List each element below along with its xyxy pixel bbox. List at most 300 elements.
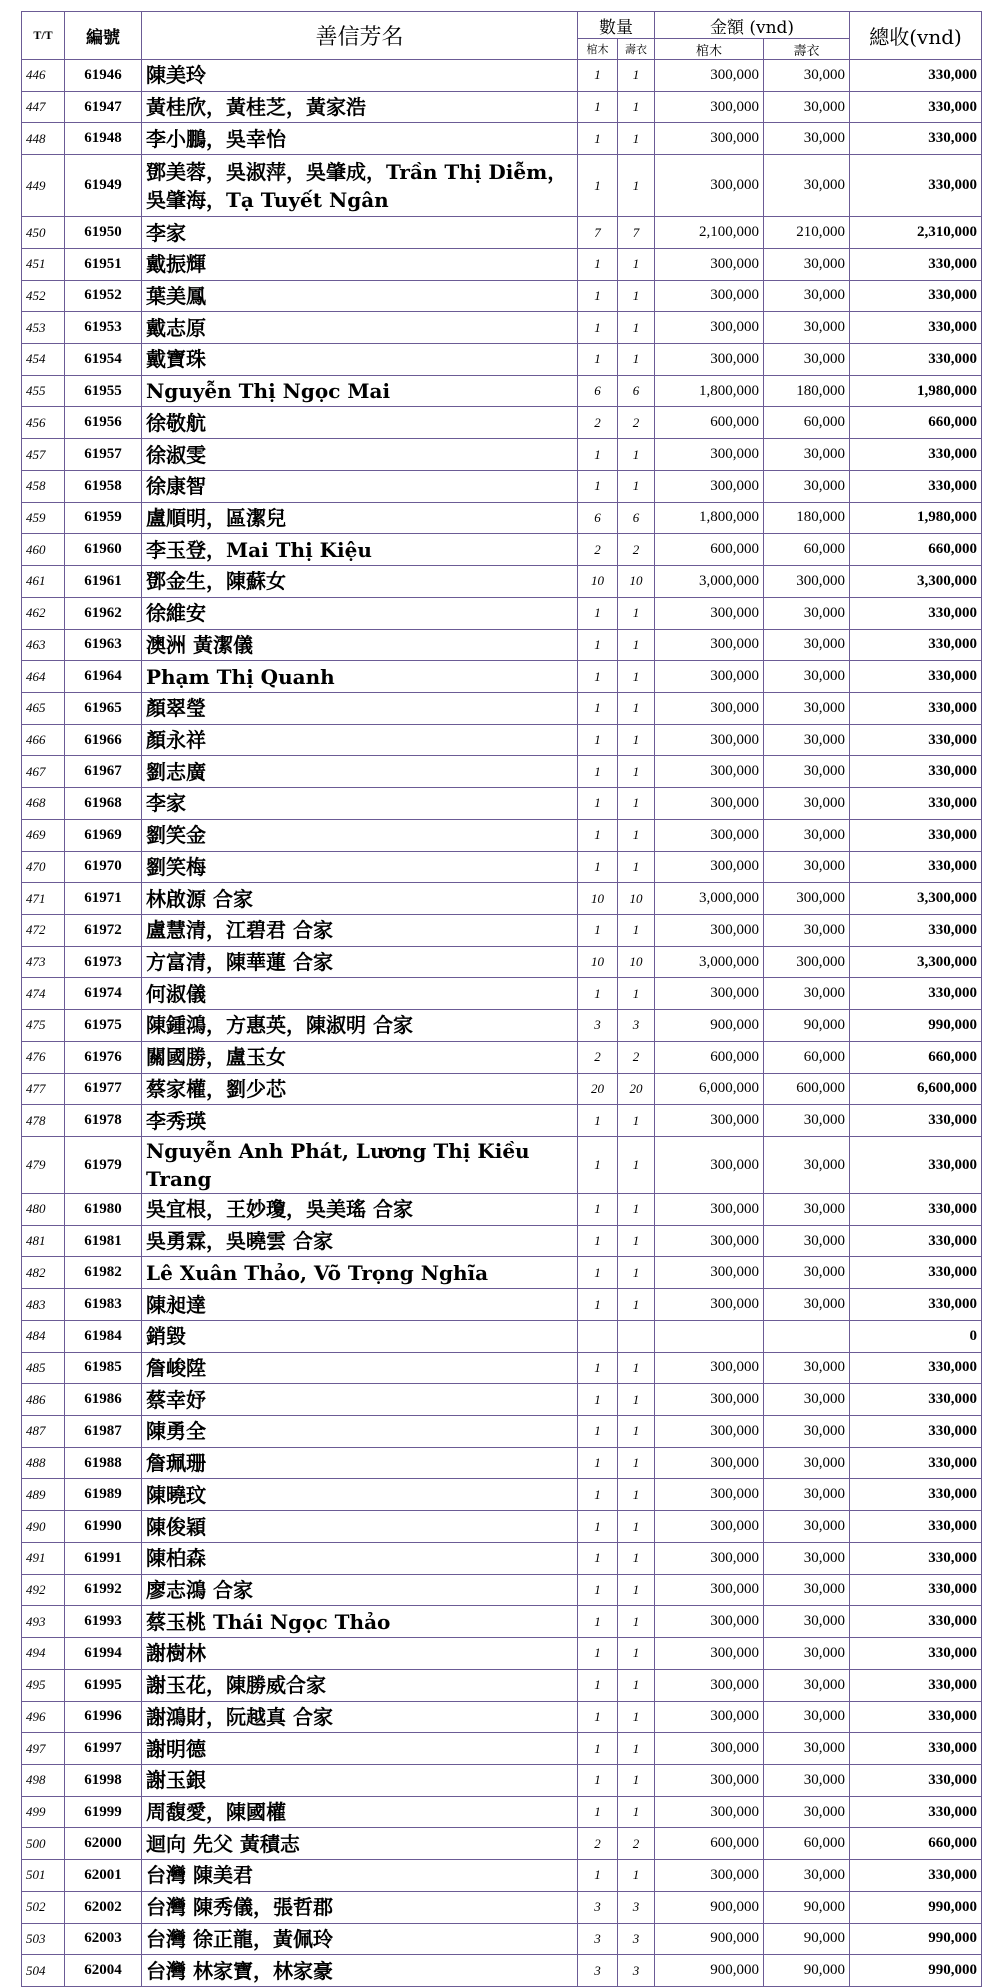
row-number: 494 xyxy=(22,1638,65,1670)
amount-shroud xyxy=(764,1320,850,1352)
total-amount: 990,000 xyxy=(850,1923,982,1955)
qty-shroud: 1 xyxy=(618,1733,655,1765)
qty-shroud: 1 xyxy=(618,1796,655,1828)
table-row xyxy=(22,661,982,693)
qty-coffin: 6 xyxy=(578,502,618,534)
table-row xyxy=(22,1542,982,1574)
donor-code: 62002 xyxy=(65,1891,142,1923)
amount-shroud: 90,000 xyxy=(764,1010,850,1042)
row-number: 468 xyxy=(22,788,65,820)
qty-coffin: 1 xyxy=(578,851,618,883)
table-row xyxy=(22,1733,982,1765)
col-header-code: 編號 xyxy=(65,12,142,60)
amount-shroud: 30,000 xyxy=(764,1137,850,1194)
row-number: 487 xyxy=(22,1416,65,1448)
qty-shroud: 1 xyxy=(618,155,655,217)
qty-shroud: 1 xyxy=(618,1860,655,1892)
table-row xyxy=(22,217,982,249)
amount-shroud: 210,000 xyxy=(764,217,850,249)
amount-shroud: 30,000 xyxy=(764,1479,850,1511)
qty-coffin: 1 xyxy=(578,470,618,502)
qty-shroud: 6 xyxy=(618,502,655,534)
qty-coffin: 1 xyxy=(578,1669,618,1701)
table-body xyxy=(22,60,982,1987)
qty-coffin: 1 xyxy=(578,978,618,1010)
qty-coffin: 20 xyxy=(578,1073,618,1105)
total-amount: 330,000 xyxy=(850,597,982,629)
amount-shroud: 30,000 xyxy=(764,60,850,92)
row-number: 449 xyxy=(22,155,65,217)
donor-name: 台灣 陳秀儀，張哲郡 xyxy=(142,1891,578,1923)
donor-name: 陳昶達 xyxy=(142,1289,578,1321)
qty-coffin: 1 xyxy=(578,1764,618,1796)
amount-coffin: 1,800,000 xyxy=(655,502,764,534)
amount-coffin: 900,000 xyxy=(655,1010,764,1042)
donor-name: Lê Xuân Thảo, Võ Trọng Nghĩa xyxy=(142,1257,578,1289)
amount-shroud: 30,000 xyxy=(764,1733,850,1765)
qty-shroud: 1 xyxy=(618,597,655,629)
table-row xyxy=(22,344,982,376)
qty-shroud: 3 xyxy=(618,1010,655,1042)
donor-code: 61952 xyxy=(65,280,142,312)
total-amount: 330,000 xyxy=(850,756,982,788)
donor-name: 李玉登，Mai Thị Kiệu xyxy=(142,534,578,566)
amount-coffin: 300,000 xyxy=(655,1542,764,1574)
amount-shroud: 30,000 xyxy=(764,819,850,851)
total-amount: 330,000 xyxy=(850,344,982,376)
amount-coffin: 300,000 xyxy=(655,1574,764,1606)
total-amount: 330,000 xyxy=(850,1574,982,1606)
qty-shroud: 1 xyxy=(618,1447,655,1479)
donor-code: 61958 xyxy=(65,470,142,502)
total-amount: 330,000 xyxy=(850,1289,982,1321)
donor-name: 台灣 徐正龍，黃佩玲 xyxy=(142,1923,578,1955)
qty-coffin: 1 xyxy=(578,1384,618,1416)
donor-name: 戴振輝 xyxy=(142,248,578,280)
table-row xyxy=(22,1041,982,1073)
col-header-amount-coffin: 棺木 xyxy=(655,39,764,60)
qty-shroud: 1 xyxy=(618,1606,655,1638)
table-row xyxy=(22,1923,982,1955)
row-number: 473 xyxy=(22,946,65,978)
qty-shroud: 1 xyxy=(618,1352,655,1384)
table-row xyxy=(22,280,982,312)
donor-name: 謝明德 xyxy=(142,1733,578,1765)
total-amount: 330,000 xyxy=(850,155,982,217)
donor-code: 61989 xyxy=(65,1479,142,1511)
table-row xyxy=(22,1479,982,1511)
total-amount: 6,600,000 xyxy=(850,1073,982,1105)
amount-shroud: 30,000 xyxy=(764,91,850,123)
qty-coffin: 1 xyxy=(578,312,618,344)
total-amount: 2,310,000 xyxy=(850,217,982,249)
qty-coffin: 1 xyxy=(578,1289,618,1321)
total-amount: 330,000 xyxy=(850,1416,982,1448)
donor-name: 鄧金生，陳蘇女 xyxy=(142,566,578,598)
donor-name: 澳洲 黃潔儀 xyxy=(142,629,578,661)
row-number: 448 xyxy=(22,123,65,155)
donor-name: 陳俊穎 xyxy=(142,1511,578,1543)
amount-coffin: 300,000 xyxy=(655,344,764,376)
donor-name: 蔡家權，劉少芯 xyxy=(142,1073,578,1105)
table-row xyxy=(22,1574,982,1606)
amount-coffin: 600,000 xyxy=(655,1041,764,1073)
total-amount: 1,980,000 xyxy=(850,375,982,407)
table-row xyxy=(22,1955,982,1987)
qty-shroud: 1 xyxy=(618,1225,655,1257)
qty-shroud: 1 xyxy=(618,1574,655,1606)
table-row xyxy=(22,1606,982,1638)
row-number: 469 xyxy=(22,819,65,851)
row-number: 479 xyxy=(22,1137,65,1194)
donor-code: 61984 xyxy=(65,1320,142,1352)
donor-name: 謝樹林 xyxy=(142,1638,578,1670)
row-number: 465 xyxy=(22,692,65,724)
qty-shroud: 1 xyxy=(618,1257,655,1289)
amount-coffin: 300,000 xyxy=(655,1194,764,1226)
table-row xyxy=(22,1764,982,1796)
donor-code: 61985 xyxy=(65,1352,142,1384)
donor-code: 61979 xyxy=(65,1137,142,1194)
total-amount: 330,000 xyxy=(850,978,982,1010)
donor-name: 謝鴻財，阮越真 合家 xyxy=(142,1701,578,1733)
qty-shroud: 1 xyxy=(618,280,655,312)
amount-coffin: 3,000,000 xyxy=(655,566,764,598)
amount-coffin: 300,000 xyxy=(655,1606,764,1638)
qty-coffin: 1 xyxy=(578,597,618,629)
donor-name: 台灣 陳美君 xyxy=(142,1860,578,1892)
donor-code: 62004 xyxy=(65,1955,142,1987)
qty-coffin: 10 xyxy=(578,946,618,978)
amount-coffin: 300,000 xyxy=(655,1447,764,1479)
qty-shroud: 2 xyxy=(618,1828,655,1860)
amount-coffin: 300,000 xyxy=(655,1105,764,1137)
donor-name: 廖志鴻 合家 xyxy=(142,1574,578,1606)
total-amount: 330,000 xyxy=(850,1606,982,1638)
amount-coffin: 300,000 xyxy=(655,819,764,851)
donor-code: 61994 xyxy=(65,1638,142,1670)
amount-shroud: 90,000 xyxy=(764,1923,850,1955)
row-number: 492 xyxy=(22,1574,65,1606)
donor-code: 61997 xyxy=(65,1733,142,1765)
total-amount: 330,000 xyxy=(850,1194,982,1226)
total-amount: 660,000 xyxy=(850,1828,982,1860)
qty-shroud: 2 xyxy=(618,407,655,439)
table-row xyxy=(22,1701,982,1733)
amount-coffin: 300,000 xyxy=(655,788,764,820)
amount-coffin: 300,000 xyxy=(655,1257,764,1289)
table-row xyxy=(22,1257,982,1289)
donor-name: Nguyễn Thị Ngọc Mai xyxy=(142,375,578,407)
amount-coffin: 300,000 xyxy=(655,470,764,502)
qty-coffin: 3 xyxy=(578,1923,618,1955)
qty-coffin: 1 xyxy=(578,629,618,661)
amount-shroud: 180,000 xyxy=(764,502,850,534)
amount-coffin: 6,000,000 xyxy=(655,1073,764,1105)
table-row xyxy=(22,375,982,407)
donor-code: 62003 xyxy=(65,1923,142,1955)
qty-shroud: 1 xyxy=(618,1289,655,1321)
qty-coffin: 10 xyxy=(578,566,618,598)
donor-name: 劉笑梅 xyxy=(142,851,578,883)
qty-coffin: 1 xyxy=(578,1479,618,1511)
total-amount: 330,000 xyxy=(850,1137,982,1194)
total-amount: 330,000 xyxy=(850,1669,982,1701)
donor-name: 徐淑雯 xyxy=(142,439,578,471)
amount-coffin: 900,000 xyxy=(655,1923,764,1955)
row-number: 458 xyxy=(22,470,65,502)
table-row xyxy=(22,1416,982,1448)
table-row xyxy=(22,1225,982,1257)
qty-coffin: 1 xyxy=(578,1511,618,1543)
row-number: 478 xyxy=(22,1105,65,1137)
row-number: 470 xyxy=(22,851,65,883)
qty-coffin: 1 xyxy=(578,1225,618,1257)
amount-shroud: 300,000 xyxy=(764,566,850,598)
table-row xyxy=(22,91,982,123)
qty-shroud: 1 xyxy=(618,1194,655,1226)
table-row xyxy=(22,1384,982,1416)
amount-shroud: 30,000 xyxy=(764,344,850,376)
donor-code: 61987 xyxy=(65,1416,142,1448)
donor-code: 61953 xyxy=(65,312,142,344)
donor-code: 61988 xyxy=(65,1447,142,1479)
donor-name: 陳曉玟 xyxy=(142,1479,578,1511)
total-amount: 3,300,000 xyxy=(850,566,982,598)
amount-shroud: 60,000 xyxy=(764,1041,850,1073)
total-amount: 330,000 xyxy=(850,724,982,756)
amount-coffin: 300,000 xyxy=(655,155,764,217)
qty-shroud: 1 xyxy=(618,1511,655,1543)
qty-shroud: 1 xyxy=(618,914,655,946)
table-row xyxy=(22,534,982,566)
qty-coffin: 1 xyxy=(578,788,618,820)
total-amount: 330,000 xyxy=(850,1542,982,1574)
qty-shroud: 3 xyxy=(618,1955,655,1987)
table-row xyxy=(22,1511,982,1543)
table-row xyxy=(22,502,982,534)
total-amount: 330,000 xyxy=(850,1225,982,1257)
table-row xyxy=(22,470,982,502)
amount-coffin: 300,000 xyxy=(655,1638,764,1670)
amount-coffin: 300,000 xyxy=(655,1352,764,1384)
qty-shroud: 1 xyxy=(618,756,655,788)
col-header-total: 總收(vnd) xyxy=(850,12,982,60)
donor-name: 詹珮珊 xyxy=(142,1447,578,1479)
qty-shroud: 1 xyxy=(618,1137,655,1194)
qty-shroud: 2 xyxy=(618,1041,655,1073)
table-row xyxy=(22,883,982,915)
qty-shroud: 1 xyxy=(618,1669,655,1701)
row-number: 474 xyxy=(22,978,65,1010)
total-amount: 330,000 xyxy=(850,60,982,92)
table-row xyxy=(22,1860,982,1892)
total-amount: 330,000 xyxy=(850,1352,982,1384)
total-amount: 330,000 xyxy=(850,1860,982,1892)
donor-code: 61956 xyxy=(65,407,142,439)
qty-coffin: 1 xyxy=(578,1796,618,1828)
table-row xyxy=(22,1320,982,1352)
donor-code: 61969 xyxy=(65,819,142,851)
amount-coffin: 300,000 xyxy=(655,91,764,123)
amount-shroud: 30,000 xyxy=(764,1289,850,1321)
donor-code: 62001 xyxy=(65,1860,142,1892)
donor-name: 李秀瑛 xyxy=(142,1105,578,1137)
qty-coffin: 1 xyxy=(578,819,618,851)
table-row xyxy=(22,978,982,1010)
donor-code: 61998 xyxy=(65,1764,142,1796)
qty-shroud: 1 xyxy=(618,692,655,724)
qty-coffin: 1 xyxy=(578,661,618,693)
qty-shroud: 1 xyxy=(618,851,655,883)
amount-shroud: 90,000 xyxy=(764,1955,850,1987)
donor-code: 61963 xyxy=(65,629,142,661)
amount-shroud: 30,000 xyxy=(764,629,850,661)
total-amount: 660,000 xyxy=(850,407,982,439)
amount-shroud: 30,000 xyxy=(764,123,850,155)
donor-code: 61964 xyxy=(65,661,142,693)
donor-name: 方富清，陳華蓮 合家 xyxy=(142,946,578,978)
row-number: 497 xyxy=(22,1733,65,1765)
table-row xyxy=(22,1796,982,1828)
table-row xyxy=(22,819,982,851)
table-row xyxy=(22,1105,982,1137)
total-amount: 990,000 xyxy=(850,1010,982,1042)
amount-shroud: 30,000 xyxy=(764,978,850,1010)
qty-coffin: 1 xyxy=(578,1542,618,1574)
table-row xyxy=(22,629,982,661)
amount-shroud: 30,000 xyxy=(764,1105,850,1137)
donor-code: 61965 xyxy=(65,692,142,724)
total-amount: 330,000 xyxy=(850,1701,982,1733)
amount-coffin: 300,000 xyxy=(655,439,764,471)
row-number: 466 xyxy=(22,724,65,756)
row-number: 486 xyxy=(22,1384,65,1416)
total-amount: 0 xyxy=(850,1320,982,1352)
qty-shroud: 1 xyxy=(618,439,655,471)
col-header-tt: T/T xyxy=(22,12,65,60)
row-number: 501 xyxy=(22,1860,65,1892)
qty-coffin: 3 xyxy=(578,1955,618,1987)
table-row xyxy=(22,1447,982,1479)
row-number: 447 xyxy=(22,91,65,123)
amount-shroud: 30,000 xyxy=(764,914,850,946)
qty-shroud: 1 xyxy=(618,978,655,1010)
qty-coffin: 1 xyxy=(578,1447,618,1479)
donor-code: 61990 xyxy=(65,1511,142,1543)
donor-code: 61977 xyxy=(65,1073,142,1105)
amount-coffin: 300,000 xyxy=(655,1384,764,1416)
total-amount: 660,000 xyxy=(850,1041,982,1073)
donor-name: 黃桂欣，黃桂芝，黃家浩 xyxy=(142,91,578,123)
amount-coffin: 300,000 xyxy=(655,1289,764,1321)
qty-coffin: 6 xyxy=(578,375,618,407)
donor-code: 61991 xyxy=(65,1542,142,1574)
row-number: 482 xyxy=(22,1257,65,1289)
amount-coffin: 300,000 xyxy=(655,312,764,344)
qty-shroud: 1 xyxy=(618,1479,655,1511)
donor-name: 李家 xyxy=(142,788,578,820)
total-amount: 330,000 xyxy=(850,629,982,661)
donor-name: 劉笑金 xyxy=(142,819,578,851)
amount-coffin: 300,000 xyxy=(655,597,764,629)
qty-shroud: 1 xyxy=(618,819,655,851)
donor-name: 陳柏森 xyxy=(142,1542,578,1574)
qty-coffin: 1 xyxy=(578,1701,618,1733)
qty-shroud: 3 xyxy=(618,1923,655,1955)
amount-coffin: 2,100,000 xyxy=(655,217,764,249)
qty-shroud: 7 xyxy=(618,217,655,249)
donor-code: 61962 xyxy=(65,597,142,629)
qty-shroud: 1 xyxy=(618,123,655,155)
donor-name: 迴向 先父 黃積志 xyxy=(142,1828,578,1860)
donor-code: 61981 xyxy=(65,1225,142,1257)
total-amount: 330,000 xyxy=(850,248,982,280)
donor-name: 何淑儀 xyxy=(142,978,578,1010)
amount-coffin: 3,000,000 xyxy=(655,883,764,915)
qty-shroud: 3 xyxy=(618,1891,655,1923)
qty-shroud: 10 xyxy=(618,883,655,915)
donor-name: 吳勇霖，吳曉雲 合家 xyxy=(142,1225,578,1257)
col-header-quantity: 數量 xyxy=(578,12,655,39)
qty-shroud: 1 xyxy=(618,248,655,280)
qty-shroud: 1 xyxy=(618,1416,655,1448)
row-number: 495 xyxy=(22,1669,65,1701)
amount-coffin: 300,000 xyxy=(655,1225,764,1257)
qty-coffin: 1 xyxy=(578,1194,618,1226)
amount-coffin: 300,000 xyxy=(655,724,764,756)
qty-coffin: 1 xyxy=(578,155,618,217)
total-amount: 330,000 xyxy=(850,1105,982,1137)
donor-name: 謝玉銀 xyxy=(142,1764,578,1796)
col-header-amount: 金額 (vnd) xyxy=(655,12,850,39)
qty-coffin: 1 xyxy=(578,1860,618,1892)
qty-shroud: 1 xyxy=(618,312,655,344)
amount-coffin: 300,000 xyxy=(655,1860,764,1892)
table-row xyxy=(22,1669,982,1701)
amount-coffin: 1,800,000 xyxy=(655,375,764,407)
total-amount: 330,000 xyxy=(850,439,982,471)
total-amount: 330,000 xyxy=(850,1257,982,1289)
donor-name: 盧順明，區潔兒 xyxy=(142,502,578,534)
amount-coffin: 300,000 xyxy=(655,1796,764,1828)
col-header-name: 善信芳名 xyxy=(142,12,578,60)
table-row xyxy=(22,788,982,820)
table-row xyxy=(22,1010,982,1042)
amount-shroud: 180,000 xyxy=(764,375,850,407)
donor-code: 61973 xyxy=(65,946,142,978)
table-row xyxy=(22,1073,982,1105)
amount-coffin xyxy=(655,1320,764,1352)
row-number: 490 xyxy=(22,1511,65,1543)
amount-coffin: 3,000,000 xyxy=(655,946,764,978)
row-number: 453 xyxy=(22,312,65,344)
qty-coffin: 1 xyxy=(578,1352,618,1384)
donor-name: 關國勝，盧玉女 xyxy=(142,1041,578,1073)
row-number: 483 xyxy=(22,1289,65,1321)
row-number: 499 xyxy=(22,1796,65,1828)
amount-coffin: 300,000 xyxy=(655,756,764,788)
amount-coffin: 300,000 xyxy=(655,661,764,693)
donor-code: 61980 xyxy=(65,1194,142,1226)
row-number: 491 xyxy=(22,1542,65,1574)
donor-name: 台灣 林家寶，林家豪 xyxy=(142,1955,578,1987)
donor-code: 61976 xyxy=(65,1041,142,1073)
qty-shroud: 10 xyxy=(618,946,655,978)
donor-code: 61946 xyxy=(65,60,142,92)
amount-shroud: 30,000 xyxy=(764,1764,850,1796)
amount-shroud: 30,000 xyxy=(764,756,850,788)
